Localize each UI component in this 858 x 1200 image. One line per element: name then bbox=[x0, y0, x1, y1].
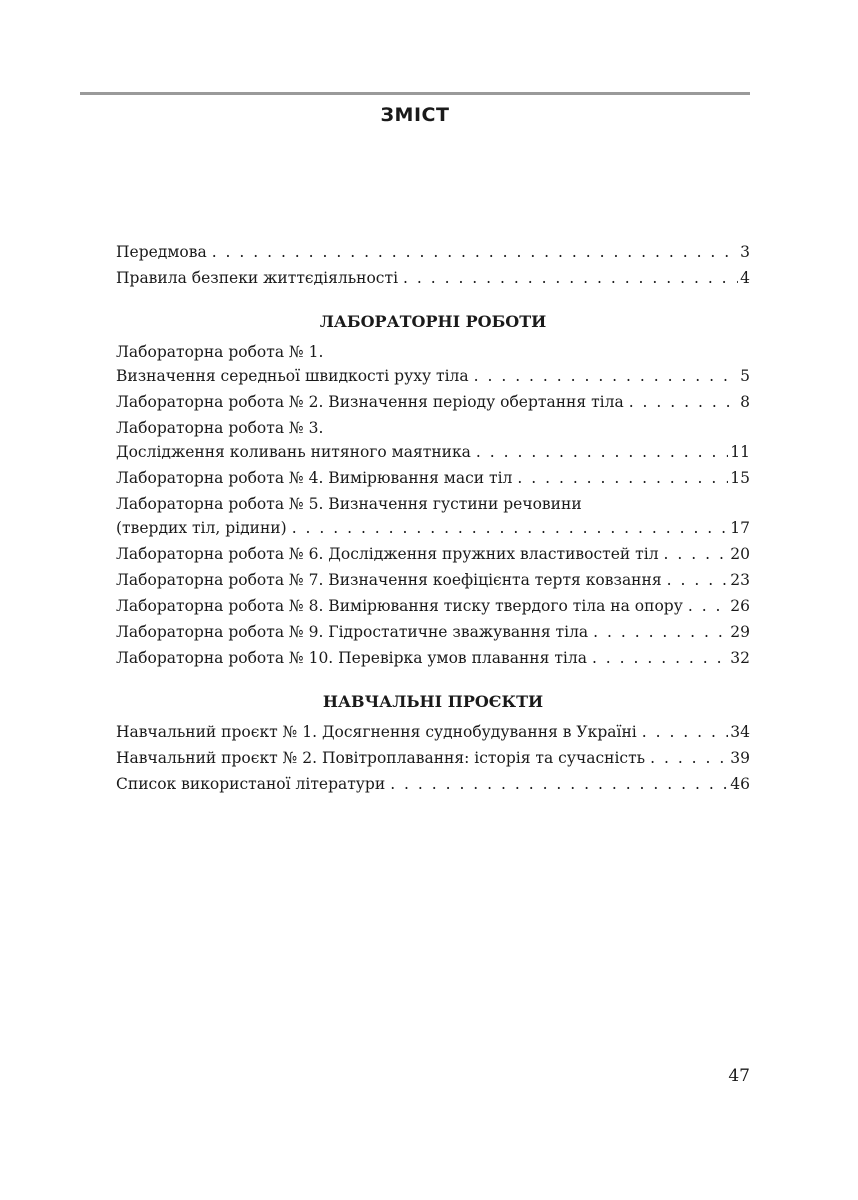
toc-entry-page: 26 bbox=[730, 597, 750, 615]
leader-dots bbox=[688, 594, 728, 618]
toc-entry-title-line1: Лабораторна робота № 5. Визначення густини речовини bbox=[116, 495, 582, 513]
toc-entry-title: Лабораторна робота № 2. Визначення періоду обертання тіла bbox=[116, 393, 624, 411]
toc-entry-project-1[interactable] bbox=[116, 720, 750, 744]
toc-entry-page: 17 bbox=[730, 519, 750, 537]
table-of-contents bbox=[116, 240, 750, 798]
leader-dots bbox=[592, 646, 728, 670]
toc-entry-lab-6[interactable] bbox=[116, 542, 750, 566]
leader-dots bbox=[292, 516, 729, 540]
leader-dots bbox=[629, 390, 738, 414]
toc-entry-title: Передмова bbox=[116, 243, 207, 261]
toc-entry-project-2[interactable] bbox=[116, 746, 750, 770]
toc-entry-title: Лабораторна робота № 9. Гідростатичне зважування тіла bbox=[116, 623, 589, 641]
toc-entry-title: Список використаної літератури bbox=[116, 775, 386, 793]
toc-entry-title: Лабораторна робота № 6. Дослідження пружних властивостей тіл bbox=[116, 545, 659, 563]
toc-entry-title: Навчальний проєкт № 2. Повітроплавання: історія та сучасність bbox=[116, 749, 646, 767]
toc-entry-page: 34 bbox=[730, 723, 750, 741]
toc-entry-lab-2[interactable] bbox=[116, 390, 750, 414]
leader-dots bbox=[517, 466, 728, 490]
toc-entry-title: Лабораторна робота № 8. Вимірювання тиску твердого тіла на опору bbox=[116, 597, 683, 615]
toc-entry-intro-2[interactable] bbox=[116, 266, 750, 290]
toc-entry-page: 3 bbox=[740, 243, 750, 261]
leader-dots bbox=[390, 772, 728, 796]
section-heading-projects: НАВЧАЛЬНІ ПРОЄКТИ bbox=[322, 692, 544, 711]
section-heading-labs: ЛАБОРАТОРНІ РОБОТИ bbox=[319, 312, 547, 331]
toc-entry-lab-8[interactable] bbox=[116, 594, 750, 618]
toc-entry-page: 5 bbox=[740, 367, 750, 385]
toc-entry-title: Дослідження коливань нитяного маятника bbox=[116, 443, 471, 461]
toc-entry-page: 4 bbox=[740, 269, 750, 287]
top-rule bbox=[80, 92, 750, 95]
toc-entry-lab-5[interactable] bbox=[116, 492, 750, 540]
leader-dots bbox=[667, 568, 729, 592]
toc-entry-page: 46 bbox=[730, 775, 750, 793]
toc-entry-title: Лабораторна робота № 4. Вимірювання маси тіл bbox=[116, 469, 513, 487]
toc-entry-lab-4[interactable] bbox=[116, 466, 750, 490]
leader-dots bbox=[664, 542, 729, 566]
page-number: 47 bbox=[728, 1066, 750, 1086]
toc-entry-page: 20 bbox=[730, 545, 750, 563]
leader-dots bbox=[642, 720, 729, 744]
toc-entry-page: 8 bbox=[740, 393, 750, 411]
toc-entry-page: 23 bbox=[730, 571, 750, 589]
toc-entry-page: 29 bbox=[730, 623, 750, 641]
toc-entry-title: Визначення середньої швидкості руху тіла bbox=[116, 367, 469, 385]
toc-entry-lab-10[interactable] bbox=[116, 646, 750, 670]
leader-dots bbox=[474, 364, 738, 388]
toc-entry-title: Лабораторна робота № 7. Визначення коефіцієнта тертя ковзання bbox=[116, 571, 662, 589]
toc-entry-references[interactable] bbox=[116, 772, 750, 796]
toc-entry-page: 11 bbox=[730, 443, 750, 461]
toc-entry-title: Правила безпеки життєдіяльності bbox=[116, 269, 399, 287]
toc-entry-lab-1[interactable] bbox=[116, 340, 750, 388]
toc-entry-title: Навчальний проєкт № 1. Досягнення суднобудування в Україні bbox=[116, 723, 637, 741]
leader-dots bbox=[403, 266, 738, 290]
leader-dots bbox=[593, 620, 728, 644]
leader-dots bbox=[476, 440, 728, 464]
toc-entry-lab-9[interactable] bbox=[116, 620, 750, 644]
toc-entry-title: (твердих тіл, рідини) bbox=[116, 519, 287, 537]
toc-entry-title: Лабораторна робота № 10. Перевірка умов плавання тіла bbox=[116, 649, 587, 667]
toc-entry-page: 32 bbox=[730, 649, 750, 667]
leader-dots bbox=[650, 746, 728, 770]
toc-entry-intro-1[interactable] bbox=[116, 240, 750, 264]
toc-entry-lab-7[interactable] bbox=[116, 568, 750, 592]
toc-entry-page: 15 bbox=[730, 469, 750, 487]
toc-entry-title-line1: Лабораторна робота № 1. bbox=[116, 343, 324, 361]
page-title: ЗМІСТ bbox=[380, 104, 450, 126]
toc-entry-title-line1: Лабораторна робота № 3. bbox=[116, 419, 324, 437]
leader-dots bbox=[212, 240, 738, 264]
toc-entry-page: 39 bbox=[730, 749, 750, 767]
toc-entry-lab-3[interactable] bbox=[116, 416, 750, 464]
